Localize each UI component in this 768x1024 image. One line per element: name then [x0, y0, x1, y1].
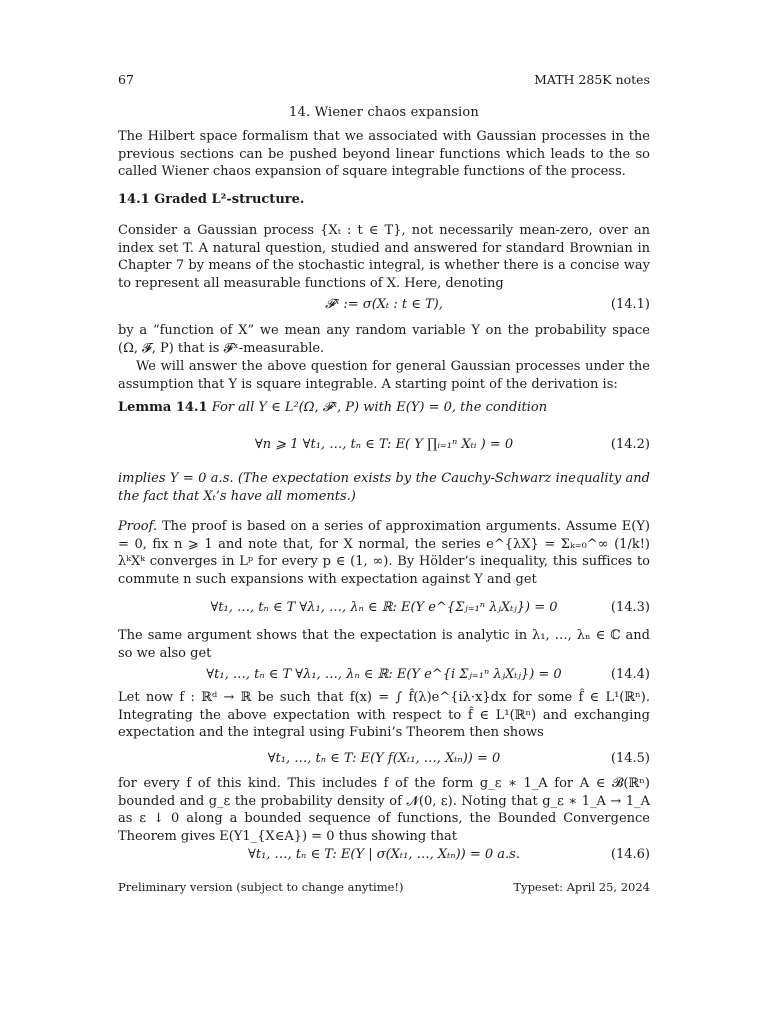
proof-text: The proof is based on a series of approximation arguments. Assume E(Y) = 0, fix n ⩾ 1 and note that, for X normal, the series e^{λX} = Σₖ₌₀^∞ (1/k!) λᵏXᵏ converges in Lᵖ for every p ∈ (1, ∞). By Hölder’s inequality, this suffices to commute n such expansions with expectation against Y and get — [118, 519, 650, 587]
equation-body: ∀t₁, …, tₙ ∈ T: E(Y f(Xₜ₁, …, Xₜₙ)) = 0 — [267, 751, 501, 766]
equation-body: ∀t₁, …, tₙ ∈ T ∀λ₁, …, λₙ ∈ ℝ: E(Y e^{Σⱼ₌₁ⁿ λⱼXₜⱼ}) = 0 — [210, 600, 558, 615]
section-title: 14. Wiener chaos expansion — [289, 105, 479, 120]
lemma-text: For all Y ∈ L²(Ω, 𝓕ˣ, P) with E(Y) = 0, the condition — [211, 400, 548, 415]
equation-number: (14.2) — [610, 437, 650, 452]
equation-number: (14.3) — [610, 600, 650, 615]
footer-note: Preliminary version (subject to change anytime!) — [118, 880, 404, 894]
paragraph-3: We will answer the above question for general Gaussian processes under the assumption that Y is square integrable. A starting point of the derivation is: — [118, 359, 650, 392]
equation-body: ∀t₁, …, tₙ ∈ T ∀λ₁, …, λₙ ∈ ℝ: E(Y e^{i Σⱼ₌₁ⁿ λⱼXₜⱼ}) = 0 — [206, 667, 562, 682]
lemma-statement — [118, 400, 650, 415]
equation-number: (14.5) — [610, 751, 650, 766]
paragraph-5: Let now f : ℝᵈ → ℝ be such that f(x) = ∫ f̂(λ)e^{iλ·x}dx for some f̂ ∈ L¹(ℝⁿ). Integrating the above expectation with respect to f̂ ∈ L¹(ℝⁿ) and exchanging expectation and the integral using Fubini’s Theorem then shows — [118, 690, 650, 740]
equation-number: (14.4) — [610, 667, 650, 682]
paragraph-2: by a “function of X” we mean any random variable Y on the probability space (Ω, 𝓕, P) that is 𝓕ˣ-measurable. — [118, 323, 650, 356]
proof-heading: Proof. — [118, 519, 158, 534]
paragraph-6: for every f of this kind. This includes f of the form g_ε ∗ 1_A for A ∈ 𝓑(ℝⁿ) bounded and g_ε the probability density of 𝓝(0, ε). Noting that g_ε ∗ 1_A → 1_A as ε ↓ 0 along a bounded sequence of functions, the Bounded Convergence Theorem gives E(Y1_{X∈A}) = 0 thus showing that — [118, 776, 650, 844]
equation-body: ∀t₁, …, tₙ ∈ T: E(Y | σ(Xₜ₁, …, Xₜₙ)) = 0 a.s. — [248, 847, 520, 862]
page — [118, 0, 650, 1024]
equation-body: ∀n ⩾ 1 ∀t₁, …, tₙ ∈ T: E( Y ∏ᵢ₌₁ⁿ Xₜᵢ ) = 0 — [254, 437, 514, 452]
intro-paragraph: The Hilbert space formalism that we associated with Gaussian processes in the previous sections can be pushed beyond linear functions which leads to the so called Wiener chaos expansion of square integrable functions of the process. — [118, 129, 650, 179]
lemma-heading: Lemma 14.1 — [118, 400, 208, 415]
equation-body: 𝓕ˣ := σ(Xₜ : t ∈ T), — [325, 297, 443, 312]
running-title: MATH 285K notes — [534, 72, 650, 87]
paragraph-1: Consider a Gaussian process {Xₜ : t ∈ T}, not necessarily mean-zero, over an index set T. A natural question, studied and answered for standard Brownian in Chapter 7 by means of the stochastic integral, is whether there is a concise way to represent all measurable functions of X. Here, denoting — [118, 223, 650, 291]
typeset-date: Typeset: April 25, 2024 — [513, 880, 650, 894]
equation-number: (14.1) — [610, 297, 650, 312]
equation-number: (14.6) — [610, 847, 650, 862]
subsection-title: 14.1 Graded L²-structure. — [118, 192, 305, 207]
page-number: 67 — [118, 72, 134, 87]
paragraph-4: The same argument shows that the expectation is analytic in λ₁, …, λₙ ∈ ℂ and so we also get — [118, 628, 650, 661]
lemma-conclusion: implies Y = 0 a.s. (The expectation exists by the Cauchy-Schwarz inequality and the fact that Xₜ’s have all moments.) — [118, 471, 650, 504]
proof-paragraph — [118, 518, 650, 588]
